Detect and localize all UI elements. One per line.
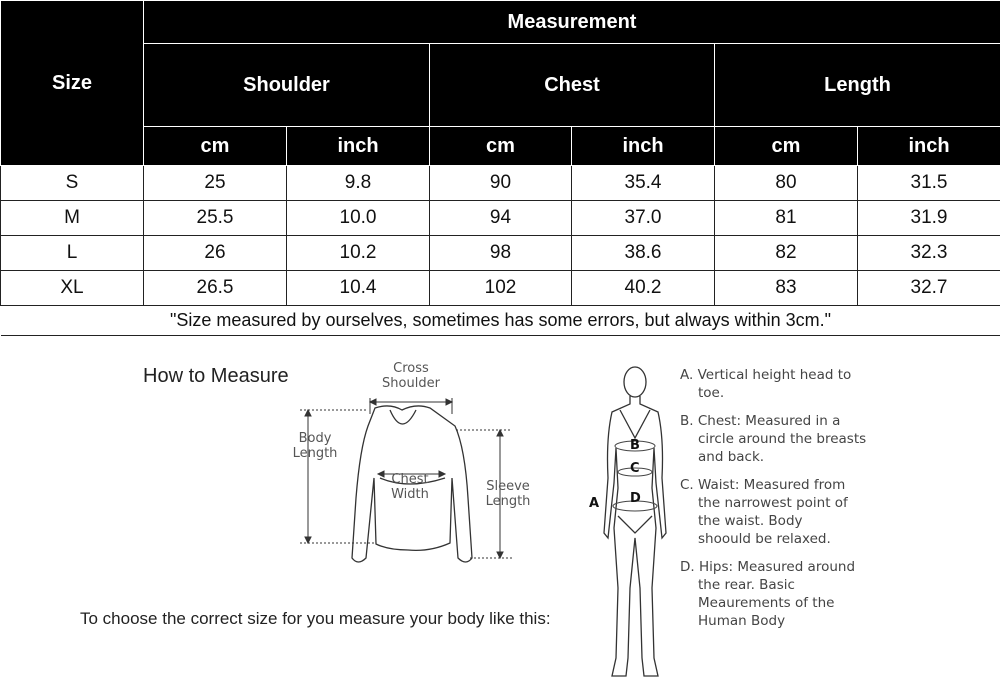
measurement-steps (680, 366, 1000, 640)
value-cell: 32.7 (858, 271, 1000, 306)
how-to-measure-section (0, 338, 1000, 692)
size-disclaimer-note: "Size measured by ourselves, sometimes has some errors, but always within 3cm." (1, 306, 1000, 336)
value-cell: 31.9 (858, 201, 1000, 236)
value-cell: 26.5 (144, 271, 287, 306)
chest-width-label: Chest Width (391, 472, 429, 502)
unit-header: inch (858, 127, 1000, 166)
body-marker-b: B (630, 438, 640, 453)
size-cell: XL (1, 271, 144, 306)
value-cell: 10.2 (287, 236, 430, 271)
value-cell: 81 (715, 201, 858, 236)
value-cell: 98 (430, 236, 572, 271)
table-row (1, 166, 1000, 201)
value-cell: 90 (430, 166, 572, 201)
table-row (1, 271, 1000, 306)
value-cell: 10.4 (287, 271, 430, 306)
length-header: Length (715, 44, 1000, 127)
step-hips: D. Hips: Measured around the rear. Basic Meaurements of the Human Body (680, 559, 856, 629)
chest-header: Chest (430, 44, 715, 127)
value-cell: 26 (144, 236, 287, 271)
unit-header: cm (715, 127, 858, 166)
step-waist: C. Waist: Measured from the narrowest point of the waist. Body shoould be relaxed. (680, 477, 848, 547)
value-cell: 25.5 (144, 201, 287, 236)
shoulder-header: Shoulder (144, 44, 430, 127)
size-cell: M (1, 201, 144, 236)
measurement-header: Measurement (144, 1, 1000, 44)
body-marker-d: D (630, 491, 641, 506)
body-length-label: Body Length (292, 431, 338, 461)
unit-header: cm (144, 127, 287, 166)
value-cell: 82 (715, 236, 858, 271)
value-cell: 9.8 (287, 166, 430, 201)
value-cell: 40.2 (572, 271, 715, 306)
body-measure-diagram (590, 358, 680, 688)
value-cell: 31.5 (858, 166, 1000, 201)
size-column-header: Size (1, 1, 144, 166)
value-cell: 25 (144, 166, 287, 201)
cross-shoulder-label: Cross Shoulder (382, 361, 440, 391)
unit-header: cm (430, 127, 572, 166)
value-cell: 35.4 (572, 166, 715, 201)
size-chart-table (0, 0, 1000, 336)
value-cell: 32.3 (858, 236, 1000, 271)
how-to-measure-title: How to Measure (143, 365, 289, 387)
choose-size-instruction: To choose the correct size for you measure your body like this: (80, 609, 551, 628)
value-cell: 102 (430, 271, 572, 306)
unit-header: inch (287, 127, 430, 166)
sleeve-length-label: Sleeve Length (485, 479, 531, 509)
body-marker-a: A (589, 496, 600, 511)
size-cell: S (1, 166, 144, 201)
value-cell: 83 (715, 271, 858, 306)
step-vertical-height: A. Vertical height head to toe. (680, 367, 852, 401)
body-marker-c: C (630, 461, 640, 476)
table-row (1, 201, 1000, 236)
value-cell: 10.0 (287, 201, 430, 236)
value-cell: 38.6 (572, 236, 715, 271)
table-row (1, 236, 1000, 271)
value-cell: 94 (430, 201, 572, 236)
value-cell: 80 (715, 166, 858, 201)
step-chest: B. Chest: Measured in a circle around the breasts and back. (680, 413, 867, 465)
unit-header: inch (572, 127, 715, 166)
size-cell: L (1, 236, 144, 271)
value-cell: 37.0 (572, 201, 715, 236)
